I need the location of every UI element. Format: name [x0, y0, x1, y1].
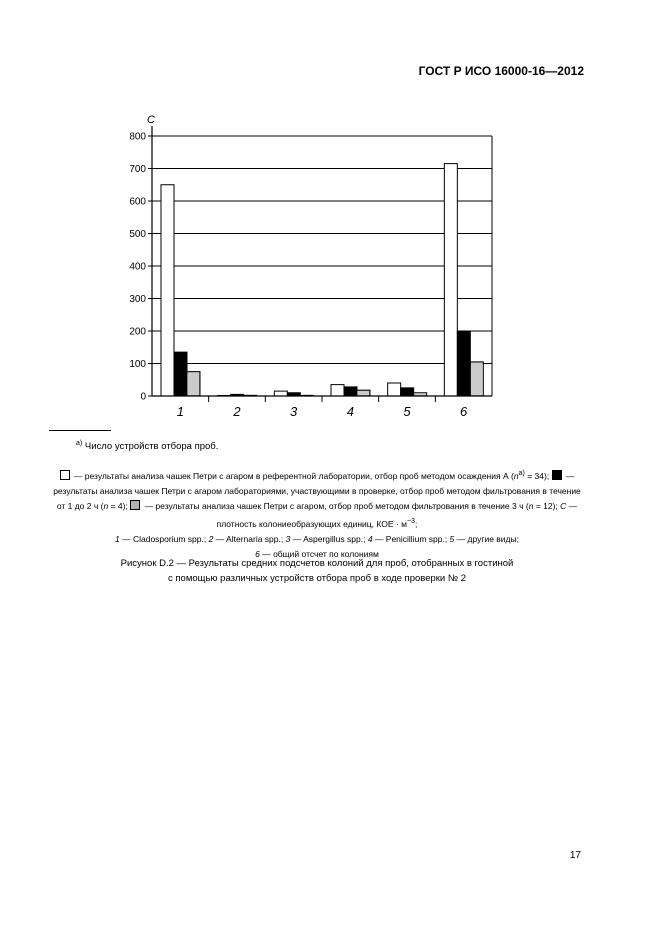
species-num-5: 5 [449, 533, 455, 544]
bar-white-3 [274, 391, 287, 396]
legend-n-a: n [513, 470, 519, 481]
caption-line-2: с помощью различных устройств отбора проб в ходе проверки № 2 [168, 573, 466, 584]
legend-n-b: n [103, 500, 109, 511]
bar-dotted-4 [357, 390, 370, 396]
legend-white-end: = 34); [524, 470, 550, 481]
footnote-mark: a) [76, 440, 83, 447]
legend-n-c: n [528, 500, 534, 511]
x-tick-label: 1 [176, 404, 184, 419]
species-text-1: — Cladosporium spp.; [119, 533, 209, 544]
species-num-3: 3 [285, 533, 291, 544]
page-number: 17 [569, 850, 581, 861]
y-tick-label: 100 [129, 359, 146, 370]
legend-black-end: = 4); [108, 500, 128, 511]
y-tick-label: 0 [140, 391, 146, 403]
legend-c-symbol: C [560, 500, 567, 511]
bar-dotted-1 [187, 372, 200, 396]
species-num-1: 1 [115, 533, 120, 544]
black-bar-swatch [552, 470, 562, 480]
legend-c-end: ; [415, 518, 418, 529]
figure-legend [49, 466, 585, 562]
legend-black-text: — результаты анализа чашек Петри с агаром лабораториями, участвующими в проверке, отбор проб методом фильтрования в течение от 1 до 2 ч ( [53, 470, 581, 511]
y-tick-label: 200 [129, 326, 146, 338]
y-tick-label: 700 [129, 164, 146, 175]
bar-black-1 [174, 352, 187, 396]
footnote [76, 440, 218, 452]
legend-c-text: — плотность колониеобразующих единиц, КОЕ · м [216, 500, 578, 529]
species-text-5: — другие виды; [454, 533, 519, 544]
chart-bars [161, 164, 483, 396]
species-num-4: 4 [367, 533, 373, 544]
legend-species-line [49, 532, 585, 547]
y-tick-label: 400 [129, 261, 146, 273]
bar-chart [0, 0, 661, 430]
legend-series-paragraph [49, 466, 585, 532]
species-text-4: — Penicillium spp.; [372, 533, 450, 544]
bar-black-4 [344, 387, 357, 396]
footnote-divider [49, 430, 111, 431]
y-tick-label: 500 [129, 229, 146, 240]
white-bar-swatch [60, 470, 70, 480]
y-tick-label: 300 [129, 294, 146, 305]
bar-white-1 [161, 185, 174, 396]
x-tick-label: 4 [346, 404, 354, 419]
species-num-2: 2 [208, 533, 214, 544]
dotted-bar-swatch [130, 500, 140, 510]
bar-white-4 [331, 385, 344, 396]
footnote-text: Число устройств отбора проб. [84, 441, 219, 453]
x-tick-label: 2 [233, 404, 241, 419]
legend-sup-a: a) [518, 469, 525, 477]
y-axis-label: C [147, 114, 155, 126]
legend-total-num: 6 [255, 548, 260, 559]
y-tick-label: 600 [129, 196, 146, 208]
bar-black-5 [401, 388, 414, 396]
figure-caption [49, 556, 585, 586]
x-tick-label: 5 [403, 404, 411, 419]
legend-white-text: — результаты анализа чашек Петри с агаром в референтной лаборатории, отбор проб методом осаждения А ( [71, 470, 514, 481]
legend-dotted-end: = 12); [533, 500, 561, 511]
caption-line-1: Рисунок D.2 — Результаты средних подсчетов колоний для проб, отобранных в гостиной [120, 558, 514, 569]
legend-dotted-text: — результаты анализа чашек Петри с агаром, отбор проб методом фильтрования в течение 3 ч ( [142, 500, 529, 511]
bar-dotted-6 [470, 362, 483, 396]
bar-black-6 [457, 331, 470, 396]
x-tick-label: 3 [290, 404, 298, 419]
document-header: ГОСТ Р ИСО 16000-16—2012 [418, 64, 584, 78]
bar-white-6 [444, 164, 457, 396]
y-tick-label: 800 [129, 131, 146, 143]
x-tick-label: 6 [460, 404, 468, 419]
bar-white-5 [388, 383, 401, 396]
legend-total-text: — общий отсчет по колониям [259, 548, 379, 559]
legend-c-exp: −3 [406, 516, 415, 525]
species-text-3: — Aspergillus spp.; [290, 533, 368, 544]
chart-grid [152, 136, 492, 364]
species-text-2: — Alternaria spp.; [213, 533, 286, 544]
